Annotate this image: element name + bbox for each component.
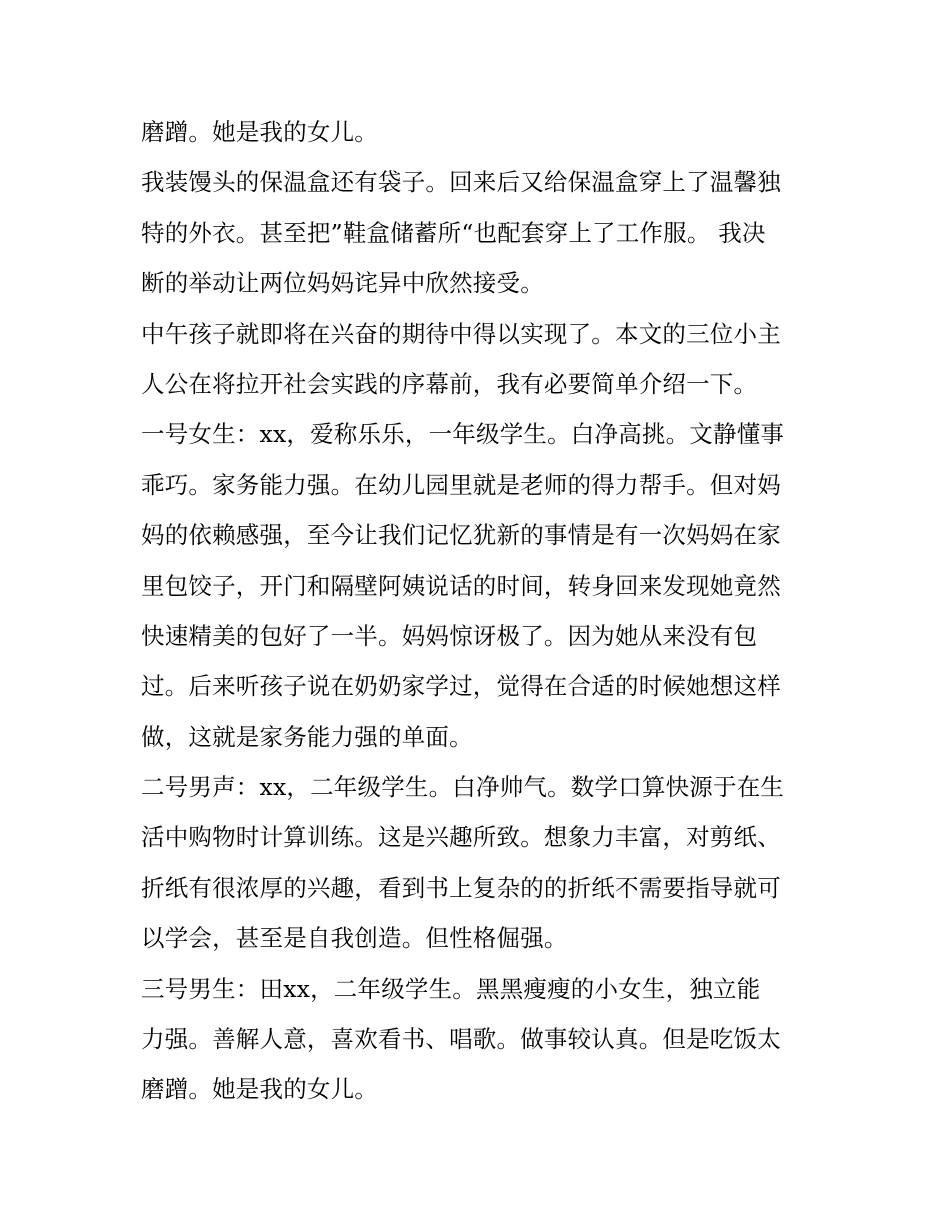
document-body [141, 107, 821, 1115]
text-line: 以学会，甚至是自我创造。但性格倔强。 [141, 924, 568, 953]
text-line: 快速精美的包好了一半。妈妈惊讶极了。因为她从来没有包 [141, 621, 758, 650]
text-line: 妈的依赖感强，至今让我们记忆犹新的事情是有一次妈妈在家 [141, 521, 781, 550]
text-line: 中午孩子就即将在兴奋的期待中得以实现了。本文的三位小主 [141, 319, 781, 348]
text-line: 我装馒头的保温盒还有袋子。回来后又给保温盒穿上了温馨独 [141, 168, 781, 197]
text-line: 特的外衣。甚至把”鞋盒储蓄所“也配套穿上了工作服。 我决 [141, 218, 766, 247]
text-line: 断的举动让两位妈妈诧异中欣然接受。 [141, 269, 544, 298]
text-line: 里包饺子，开门和隔壁阿姨说话的时间，转身回来发现她竟然 [141, 571, 781, 600]
text-line: 活中购物时计算训练。这是兴趣所致。想象力丰富，对剪纸、 [141, 823, 781, 852]
text-line: 一号女生：xx，爱称乐乐，一年级学生。白净高挑。文静懂事 [141, 420, 785, 449]
text-line: 过。后来听孩子说在奶奶家学过，觉得在合适的时候她想这样 [141, 672, 781, 701]
text-line: 三号男生：田xx，二年级学生。黑黑瘦瘦的小女生，独立能 [141, 974, 761, 1003]
text-line: 人公在将拉开社会实践的序幕前，我有必要简单介绍一下。 [141, 369, 758, 398]
text-line: 做，这就是家务能力强的单面。 [141, 722, 473, 751]
text-line: 磨蹭。她是我的女儿。 [141, 118, 378, 146]
text-line: 二号男声：xx，二年级学生。白净帅气。数学口算快源于在生 [141, 773, 785, 802]
text-line: 力强。善解人意，喜欢看书、唱歌。做事较认真。但是吃饭太 [141, 1025, 781, 1054]
text-line: 折纸有很浓厚的兴趣，看到书上复杂的的折纸不需要指导就可 [141, 873, 781, 902]
text-line: 乖巧。家务能力强。在幼儿园里就是老师的得力帮手。但对妈 [141, 470, 781, 499]
text-line: 磨蹭。她是我的女儿。 [141, 1075, 378, 1104]
